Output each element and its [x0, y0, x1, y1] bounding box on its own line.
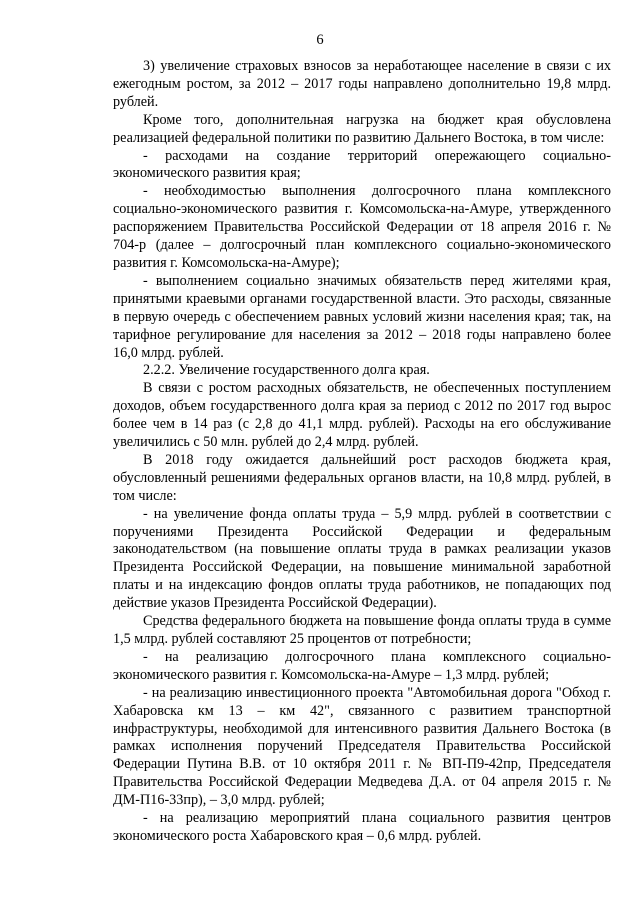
list-item-payroll-fund: - на увеличение фонда оплаты труда – 5,9 млрд. рублей в соответствии с поручениями Президента Российской Федерации и федеральным законодательством (на повышение оплаты труда в рамках реализации указов Президента Российской Федерации, на повышение минимальной заработной платы и на индексацию фондов оплаты труда работников, не попадающих под действие указов Президента Российской Федерации).	[113, 505, 611, 612]
list-item-komsomolsk-plan: - необходимостью выполнения долгосрочного плана комплексного социально-экономического развития г. Комсомольска-на-Амуре, утвержденного распоряжением Правительства Российской Федерации от 18 апреля 2016 г. № 704-р (далее – долгосрочный план комплексного социально-экономического развития г. Комсомольска-на-Амуре);	[113, 183, 611, 271]
paragraph-debt-growth: В связи с ростом расходных обязательств, не обеспеченных поступлением доходов, объем государственного долга края за период с 2012 по 2017 год вырос более чем в 14 раз (с 2,8 до 41,1 млрд. рублей). Расходы на его обслуживание увеличились с 50 млн. рублей до 2,4 млрд. рублей.	[113, 380, 611, 451]
section-heading-state-debt: 2.2.2. Увеличение государственного долга края.	[143, 362, 430, 379]
document-body	[113, 58, 611, 846]
page-number: 6	[316, 32, 324, 48]
list-item-khabarovsk-bypass-road: - на реализацию инвестиционного проекта "Автомобильная дорога "Обход г. Хабаровска км 13 – км 42", связанного с развитием транспортной инфраструктуры, необходимой для интенсивного развития Дальнего Востока (в рамках исполнения поручений Председателя Правительства Российской Федерации Путина В.В. от 10 октября 2011 г. № ВП-П9-42пр, Председателя Правительства Российской Федерации Медведева Д.А. от 04 апреля 2015 г. № ДМ-П16-33пр), – 3,0 млрд. рублей;	[113, 684, 611, 809]
paragraph-insurance-contributions: 3) увеличение страховых взносов за неработающее население в связи с их ежегодным ростом, за 2012 – 2017 годы направлено дополнительно 19,8 млрд. рублей.	[113, 58, 611, 110]
list-item-social-obligations: - выполнением социально значимых обязательств перед жителями края, принятыми краевыми органами государственной власти. Это расходы, связанные в первую очередь с обеспечением равных условий жизни населения края; так, на тарифное регулирование для населения за 2012 – 2018 годы направлено более 16,0 млрд. рублей.	[113, 272, 611, 361]
list-item-komsomolsk-plan-funding: - на реализацию долгосрочного плана комплексного социально-экономического развития г. Комсомольска-на-Амуре – 1,3 млрд. рублей;	[113, 648, 611, 683]
paragraph-2018-expense-growth: В 2018 году ожидается дальнейший рост расходов бюджета края, обусловленный решениями федеральных органов власти, на 10,8 млрд. рублей, в том числе:	[113, 451, 611, 504]
list-item-advanced-development-territories: - расходами на создание территорий опережающего социально-экономического развития края;	[113, 147, 611, 182]
paragraph-additional-load: Кроме того, дополнительная нагрузка на бюджет края обусловлена реализацией федеральной политики по развитию Дальнего Востока, в том числе:	[113, 111, 611, 146]
paragraph-federal-payroll-funds: Средства федерального бюджета на повышение фонда оплаты труда в сумме 1,5 млрд. рублей составляют 25 процентов от потребности;	[113, 613, 611, 647]
list-item-growth-centers-plan: - на реализацию мероприятий плана социального развития центров экономического роста Хабаровского края – 0,6 млрд. рублей.	[113, 810, 611, 844]
